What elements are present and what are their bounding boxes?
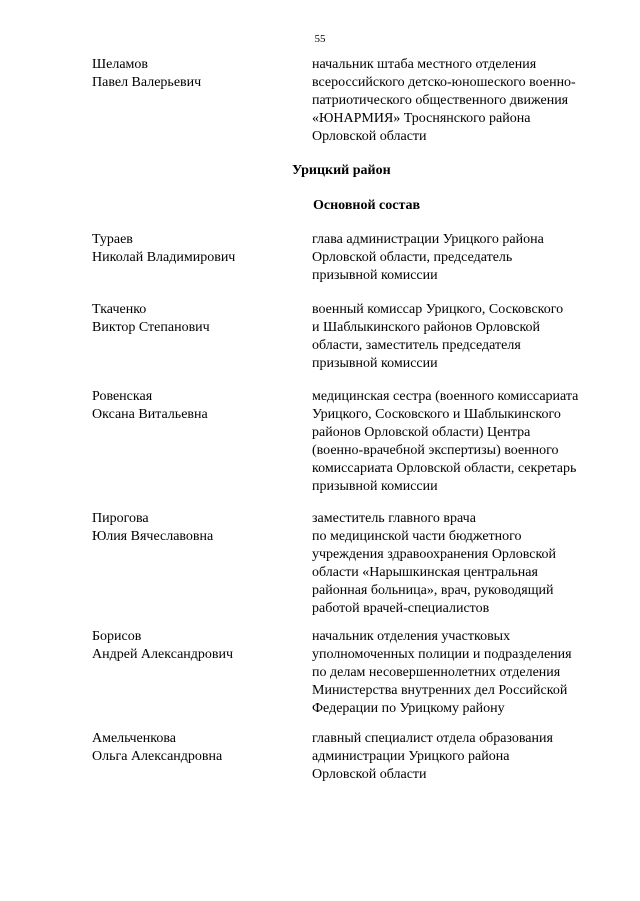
description-line: призывной комиссии xyxy=(312,479,438,494)
description-line: (военно-врачебной экспертизы) военного xyxy=(312,443,559,458)
description-line: патриотического общественного движения xyxy=(312,93,569,108)
description-line: Орловской области xyxy=(312,129,427,144)
description-line: Орловской области xyxy=(312,767,427,782)
page-number: 55 xyxy=(314,33,326,45)
given-names: Виктор Степанович xyxy=(92,320,210,335)
member-description xyxy=(312,730,612,784)
surname: Пирогова xyxy=(92,511,149,526)
description-line: медицинская сестра (военного комиссариата xyxy=(312,389,579,404)
given-names: Ольга Александровна xyxy=(92,749,223,764)
district-heading: Урицкий район xyxy=(292,163,391,178)
description-line: администрации Урицкого района xyxy=(312,749,510,764)
description-line: призывной комиссии xyxy=(312,356,438,371)
description-line: комиссариата Орловской области, секретарь xyxy=(312,461,577,476)
member-name xyxy=(92,388,292,424)
description-line: по делам несовершеннолетних отделения xyxy=(312,665,561,680)
member-description xyxy=(312,301,612,373)
description-line: заместитель главного врача xyxy=(312,511,476,526)
description-line: «ЮНАРМИЯ» Троснянского района xyxy=(312,111,531,126)
member-name xyxy=(92,730,292,766)
description-line: военный комиссар Урицкого, Сосковского xyxy=(312,302,564,317)
section-heading: Основной состав xyxy=(313,198,421,213)
description-line: Министерства внутренних дел Российской xyxy=(312,683,568,698)
description-line: глава администрации Урицкого района xyxy=(312,232,544,247)
given-names: Павел Валерьевич xyxy=(92,75,202,90)
surname: Шеламов xyxy=(92,57,149,72)
description-line: Орловской области, председатель xyxy=(312,250,513,265)
description-line: районов Орловской области) Центра xyxy=(312,425,531,440)
member-name xyxy=(92,301,292,337)
member-description xyxy=(312,388,612,496)
description-line: работой врачей-специалистов xyxy=(312,601,490,616)
description-line: районная больница», врач, руководящий xyxy=(312,583,554,598)
description-line: Урицкого, Сосковского и Шаблыкинского xyxy=(312,407,561,422)
member-name xyxy=(92,231,292,267)
description-line: начальник отделения участковых xyxy=(312,629,511,644)
description-line: главный специалист отдела образования xyxy=(312,731,553,746)
member-description xyxy=(312,510,612,618)
surname: Амельченкова xyxy=(92,731,176,746)
given-names: Николай Владимирович xyxy=(92,250,236,265)
surname: Ровенская xyxy=(92,389,153,404)
member-description xyxy=(312,231,612,285)
description-line: области, заместитель председателя xyxy=(312,338,521,353)
given-names: Оксана Витальевна xyxy=(92,407,208,422)
member-name xyxy=(92,56,292,92)
description-line: призывной комиссии xyxy=(312,268,438,283)
surname: Тураев xyxy=(92,232,133,247)
description-line: Федерации по Урицкому району xyxy=(312,701,505,716)
member-name xyxy=(92,628,292,664)
given-names: Юлия Вячеславовна xyxy=(92,529,214,544)
member-name xyxy=(92,510,292,546)
surname: Ткаченко xyxy=(92,302,147,317)
description-line: области «Нарышкинская центральная xyxy=(312,565,538,580)
member-description xyxy=(312,56,612,146)
description-line: и Шаблыкинского районов Орловской xyxy=(312,320,541,335)
description-line: уполномоченных полиции и подразделения xyxy=(312,647,572,662)
description-line: всероссийского детско-юношеского военно- xyxy=(312,75,576,90)
description-line: учреждения здравоохранения Орловской xyxy=(312,547,557,562)
description-line: по медицинской части бюджетного xyxy=(312,529,522,544)
description-line: начальник штаба местного отделения xyxy=(312,57,537,72)
surname: Борисов xyxy=(92,629,142,644)
member-description xyxy=(312,628,612,718)
given-names: Андрей Александрович xyxy=(92,647,234,662)
